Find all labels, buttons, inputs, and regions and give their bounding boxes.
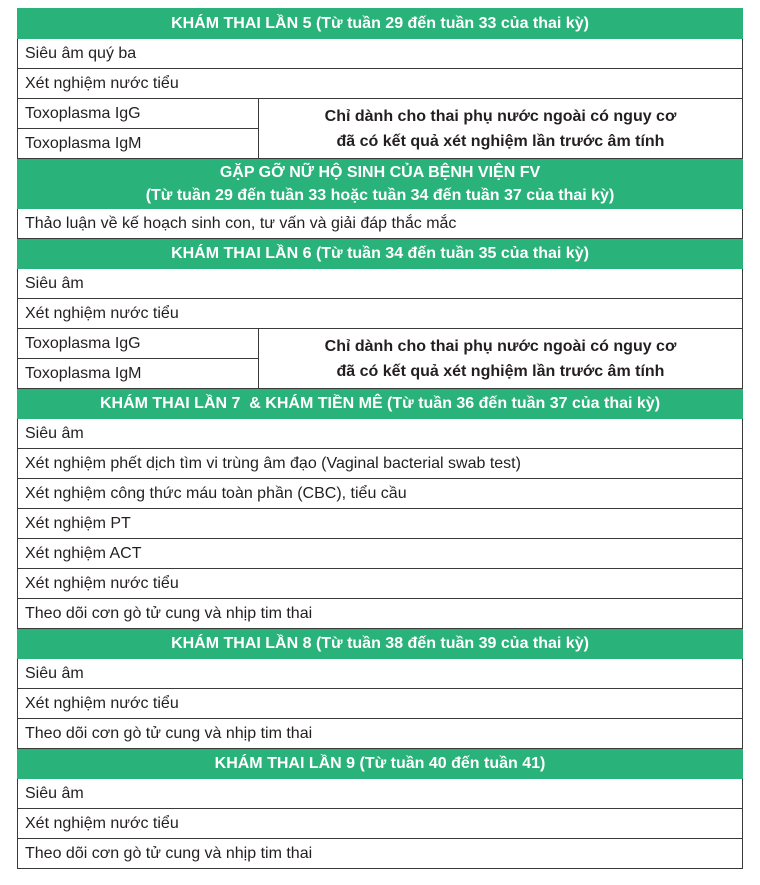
row-label: Theo dõi cơn gò tử cung và nhịp tim thai xyxy=(18,719,743,749)
table-row xyxy=(18,99,743,129)
note-cell xyxy=(259,99,743,159)
section-header-midwife xyxy=(18,159,743,209)
row-label: Xét nghiệm nước tiểu xyxy=(18,69,743,99)
table-row xyxy=(18,509,743,539)
row-label: Theo dõi cơn gò tử cung và nhịp tim thai xyxy=(18,599,743,629)
row-label: Xét nghiệm nước tiểu xyxy=(18,299,743,329)
row-label: Siêu âm xyxy=(18,779,743,809)
section-header-visit-6 xyxy=(18,239,743,269)
table-row xyxy=(18,719,743,749)
note-line: đã có kết quả xét nghiệm lần trước âm tính xyxy=(336,132,665,150)
row-label: Theo dõi cơn gò tử cung và nhịp tim thai xyxy=(18,839,743,869)
row-label: Toxoplasma IgG xyxy=(18,99,259,129)
section-header-visit-8 xyxy=(18,629,743,659)
section-header-visit-7 xyxy=(18,389,743,419)
section-title: KHÁM THAI LẦN 7 & KHÁM TIỀN MÊ (Từ tuần 36 đến tuần 37 của thai kỳ) xyxy=(18,389,743,419)
note-line: đã có kết quả xét nghiệm lần trước âm tính xyxy=(336,362,665,380)
table-row xyxy=(18,299,743,329)
table-row xyxy=(18,69,743,99)
row-label: Toxoplasma IgM xyxy=(18,129,259,159)
table-row xyxy=(18,269,743,299)
note-line: Chỉ dành cho thai phụ nước ngoài có nguy cơ xyxy=(324,107,677,125)
row-label: Xét nghiệm ACT xyxy=(18,539,743,569)
row-label: Toxoplasma IgM xyxy=(18,359,259,389)
table-row xyxy=(18,449,743,479)
section-subtitle-line: (Từ tuần 29 đến tuần 33 hoặc tuần 34 đến tuần 37 của thai kỳ) xyxy=(145,187,615,204)
row-label: Xét nghiệm PT xyxy=(18,509,743,539)
row-label: Siêu âm xyxy=(18,659,743,689)
table-row xyxy=(18,599,743,629)
note-cell xyxy=(259,329,743,389)
row-label: Xét nghiệm công thức máu toàn phần (CBC), tiểu cầu xyxy=(18,479,743,509)
row-label: Xét nghiệm nước tiểu xyxy=(18,689,743,719)
section-title: KHÁM THAI LẦN 8 (Từ tuần 38 đến tuần 39 của thai kỳ) xyxy=(18,629,743,659)
table-row xyxy=(18,419,743,449)
prenatal-schedule-table xyxy=(17,8,743,869)
note-line: Chỉ dành cho thai phụ nước ngoài có nguy cơ xyxy=(324,337,677,355)
row-label: Toxoplasma IgG xyxy=(18,329,259,359)
row-label: Siêu âm xyxy=(18,269,743,299)
section-title: KHÁM THAI LẦN 5 (Từ tuần 29 đến tuần 33 của thai kỳ) xyxy=(18,9,743,39)
section-header-visit-5 xyxy=(18,9,743,39)
section-title: KHÁM THAI LẦN 6 (Từ tuần 34 đến tuần 35 của thai kỳ) xyxy=(18,239,743,269)
table-row xyxy=(18,659,743,689)
table-row xyxy=(18,839,743,869)
table-row xyxy=(18,569,743,599)
row-label: Xét nghiệm phết dịch tìm vi trùng âm đạo (Vaginal bacterial swab test) xyxy=(18,449,743,479)
row-label: Siêu âm quý ba xyxy=(18,39,743,69)
section-title: KHÁM THAI LẦN 9 (Từ tuần 40 đến tuần 41) xyxy=(18,749,743,779)
row-label: Xét nghiệm nước tiểu xyxy=(18,569,743,599)
section-title xyxy=(18,159,743,209)
table-row xyxy=(18,539,743,569)
row-label: Xét nghiệm nước tiểu xyxy=(18,809,743,839)
table-row xyxy=(18,329,743,359)
table-row xyxy=(18,689,743,719)
table-row xyxy=(18,39,743,69)
table-row xyxy=(18,479,743,509)
table-row xyxy=(18,809,743,839)
row-label: Siêu âm xyxy=(18,419,743,449)
table-row xyxy=(18,209,743,239)
section-header-visit-9 xyxy=(18,749,743,779)
row-label: Thảo luận về kế hoạch sinh con, tư vấn và giải đáp thắc mắc xyxy=(18,209,743,239)
section-title-line: GẶP GỠ NỮ HỘ SINH CỦA BỆNH VIỆN FV xyxy=(219,164,541,181)
table-row xyxy=(18,779,743,809)
